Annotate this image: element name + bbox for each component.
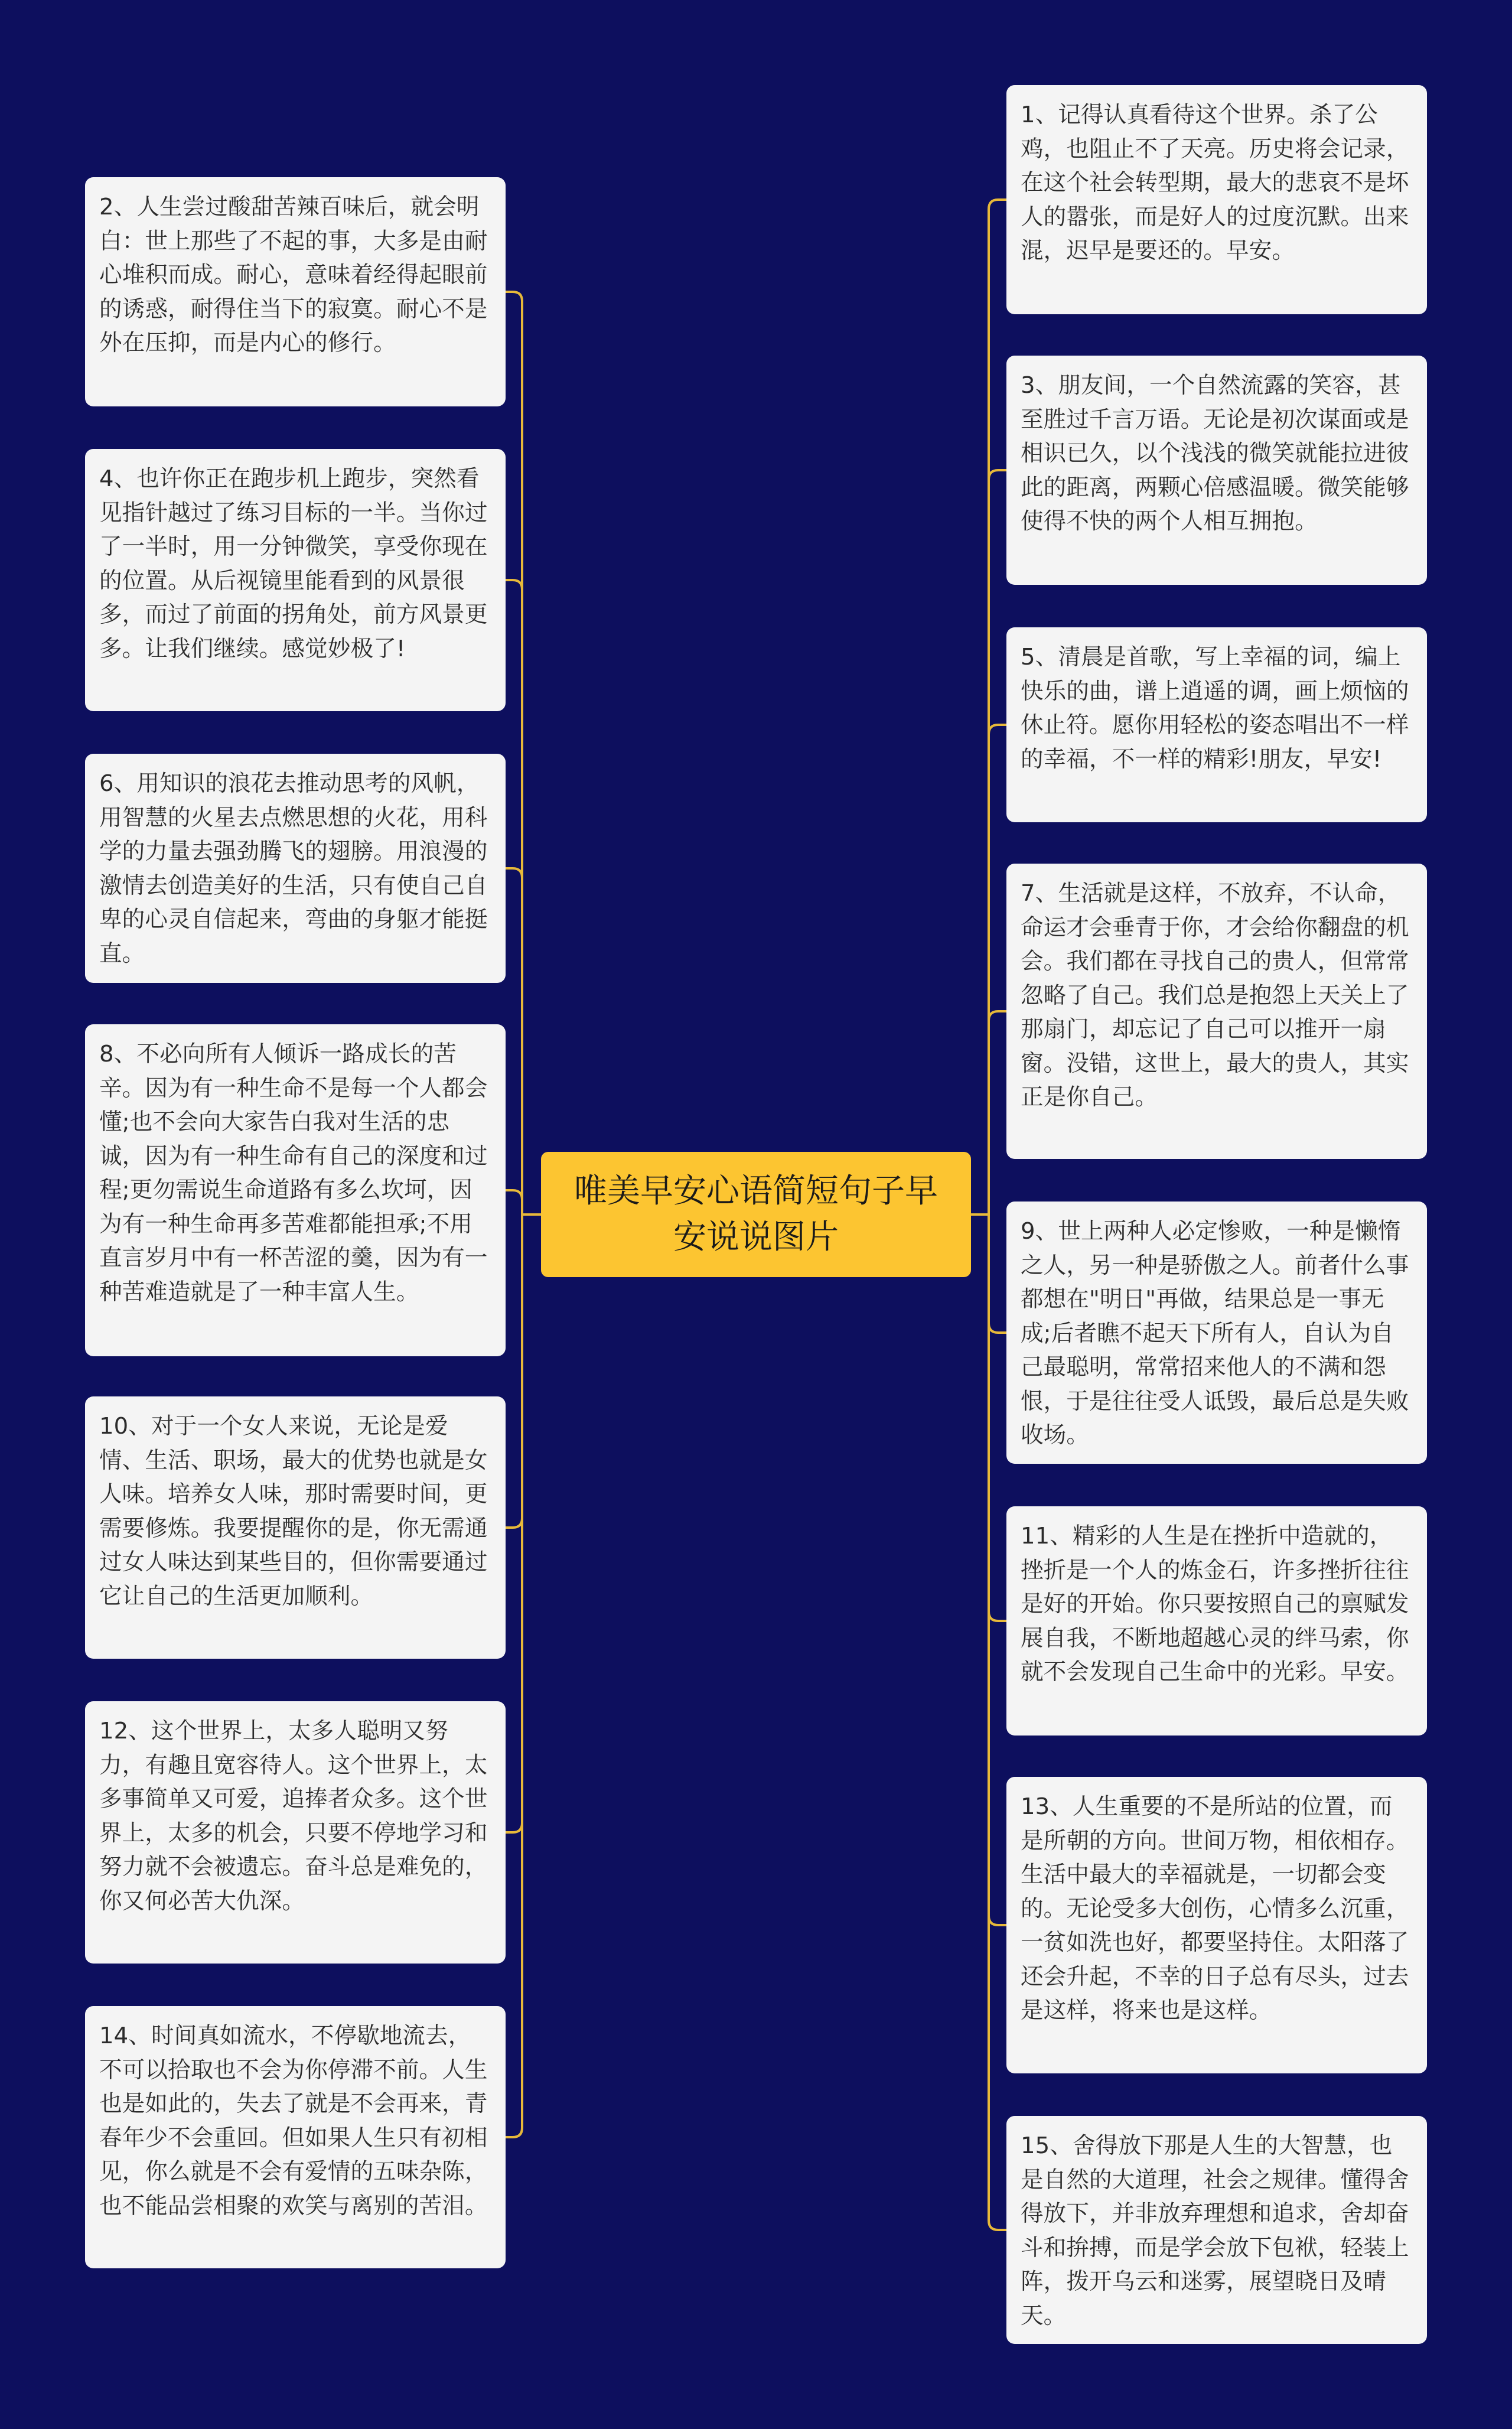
- right-branch-topic-3: [989, 470, 1006, 1214]
- left-branch-topic-8: [506, 1190, 522, 1214]
- right-branch-topic-1: [989, 200, 1006, 1214]
- right-branch-topic-11: [989, 1214, 1006, 1621]
- left-branch-topic-2: [506, 292, 522, 1214]
- topic-13[interactable]: [1006, 1777, 1427, 2073]
- left-branch-topic-6: [506, 868, 522, 1214]
- right-branch-topic-5: [989, 725, 1006, 1214]
- right-branch-topic-7: [989, 1011, 1006, 1214]
- topic-14-text: 14、时间真如流水，不停歇地流去，不可以拾取也不会为你停滞不前。人生也是如此的，失去了就是不会再来，青春年少不会重回。但如果人生只有初相见，你么就是不会有爱情的五味杂陈，也不能品尝相聚的欢笑与离别的苦泪。: [99, 2023, 488, 2219]
- topic-6[interactable]: [85, 754, 506, 983]
- topic-6-text: 6、用知识的浪花去推动思考的风帆，用智慧的火星去点燃思想的火花，用科学的力量去强劲腾飞的翅膀。用浪漫的激情去创造美好的生活，只有使自己自卑的心灵自信起来，弯曲的身躯才能挺直。: [99, 770, 488, 967]
- right-branch-topic-13: [989, 1214, 1006, 1925]
- topic-11-text: 11、精彩的人生是在挫折中造就的，挫折是一个人的炼金石，许多挫折往往是好的开始。你只要按照自己的禀赋发展自我，不断地超越心灵的绊马索，你就不会发现自己生命中的光彩。早安。: [1021, 1523, 1409, 1685]
- topic-1[interactable]: [1006, 85, 1427, 314]
- topic-2-text: 2、人生尝过酸甜苦辣百味后，就会明白：世上那些了不起的事，大多是由耐心堆积而成。耐心，意味着经得起眼前的诱惑，耐得住当下的寂寞。耐心不是外在压抑，而是内心的修行。: [99, 194, 488, 356]
- topic-10-text: 10、对于一个女人来说，无论是爱情、生活、职场，最大的优势也就是女人味。培养女人味，那时需要时间，更需要修炼。我要提醒你的是，你无需通过女人味达到某些目的，但你需要通过它让自己的生活更加顺利。: [99, 1413, 488, 1610]
- topic-15[interactable]: [1006, 2116, 1427, 2344]
- topic-5-text: 5、清晨是首歌，写上幸福的词，编上快乐的曲，谱上逍遥的调，画上烦恼的休止符。愿你用轻松的姿态唱出不一样的幸福，不一样的精彩!朋友，早安!: [1021, 644, 1409, 773]
- topic-7-text: 7、生活就是这样，不放弃，不认命，命运才会垂青于你，才会给你翻盘的机会。我们都在寻找自己的贵人，但常常忽略了自己。我们总是抱怨上天关上了那扇门，却忘记了自己可以推开一扇窗。没错，这世上，最大的贵人，其实正是你自己。: [1021, 880, 1409, 1111]
- topic-9[interactable]: [1006, 1202, 1427, 1464]
- topic-10[interactable]: [85, 1396, 506, 1659]
- topic-3-text: 3、朋友间，一个自然流露的笑容，甚至胜过千言万语。无论是初次谋面或是相识已久，以个浅浅的微笑就能拉进彼此的距离，两颗心倍感温暖。微笑能够使得不快的两个人相互拥抱。: [1021, 372, 1409, 535]
- left-branch-topic-4: [506, 580, 522, 1214]
- topic-8[interactable]: [85, 1024, 506, 1356]
- right-branch-topic-15: [989, 1214, 1006, 2230]
- central-topic[interactable]: [541, 1152, 971, 1277]
- topic-13-text: 13、人生重要的不是所站的位置，而是所朝的方向。世间万物，相依相存。生活中最大的幸福就是，一切都会变的。无论受多大创伤，心情多么沉重，一贫如洗也好，都要坚持住。太阳落了还会升起，不幸的日子总有尽头，过去是这样，将来也是这样。: [1021, 1793, 1409, 2024]
- topic-15-text: 15、舍得放下那是人生的大智慧，也是自然的大道理，社会之规律。懂得舍得放下，并非放弃理想和追求，舍却奋斗和拚搏，而是学会放下包袱，轻装上阵，拨开乌云和迷雾，展望晓日及晴天。: [1021, 2132, 1409, 2329]
- left-branch-topic-10: [506, 1214, 522, 1528]
- topic-12[interactable]: [85, 1701, 506, 1964]
- topic-8-text: 8、不必向所有人倾诉一路成长的苦辛。因为有一种生命不是每一个人都会懂;也不会向大家告白我对生活的忠诚，因为有一种生命有自己的深度和过程;更勿需说生命道路有多么坎坷，因为有一种生命再多苦难都能担承;不用直言岁月中有一杯苦涩的羹，因为有一种苦难造就是了一种丰富人生。: [99, 1041, 488, 1305]
- topic-2[interactable]: [85, 177, 506, 406]
- topic-4[interactable]: [85, 449, 506, 711]
- topic-3[interactable]: [1006, 356, 1427, 585]
- topic-11[interactable]: [1006, 1506, 1427, 1736]
- topic-7[interactable]: [1006, 864, 1427, 1159]
- left-branch-topic-14: [506, 1214, 522, 2137]
- central-topic-label: 唯美早安心语简短句子早安说说图片: [574, 1172, 938, 1256]
- topic-5[interactable]: [1006, 627, 1427, 822]
- right-branch-topic-9: [989, 1214, 1006, 1333]
- topic-14[interactable]: [85, 2006, 506, 2268]
- topic-9-text: 9、世上两种人必定惨败，一种是懒惰之人，另一种是骄傲之人。前者什么事都想在"明日"再做，结果总是一事无成;后者瞧不起天下所有人，自认为自己最聪明，常常招来他人的不满和怨恨，于是往往受人诋毁，最后总是失败收场。: [1021, 1218, 1409, 1448]
- topic-1-text: 1、记得认真看待这个世界。杀了公鸡，也阻止不了天亮。历史将会记录，在这个社会转型期，最大的悲哀不是坏人的嚣张，而是好人的过度沉默。出来混，迟早是要还的。早安。: [1021, 102, 1409, 264]
- topic-12-text: 12、这个世界上，太多人聪明又努力，有趣且宽容待人。这个世界上，太多事简单又可爱，追捧者众多。这个世界上，太多的机会，只要不停地学习和努力就不会被遗忘。奋斗总是难免的，你又何必苦大仇深。: [99, 1718, 488, 1914]
- topic-4-text: 4、也许你正在跑步机上跑步，突然看见指针越过了练习目标的一半。当你过了一半时，用一分钟微笑，享受你现在的位置。从后视镜里能看到的风景很多，而过了前面的拐角处，前方风景更多。让我们继续。感觉妙极了!: [99, 465, 488, 662]
